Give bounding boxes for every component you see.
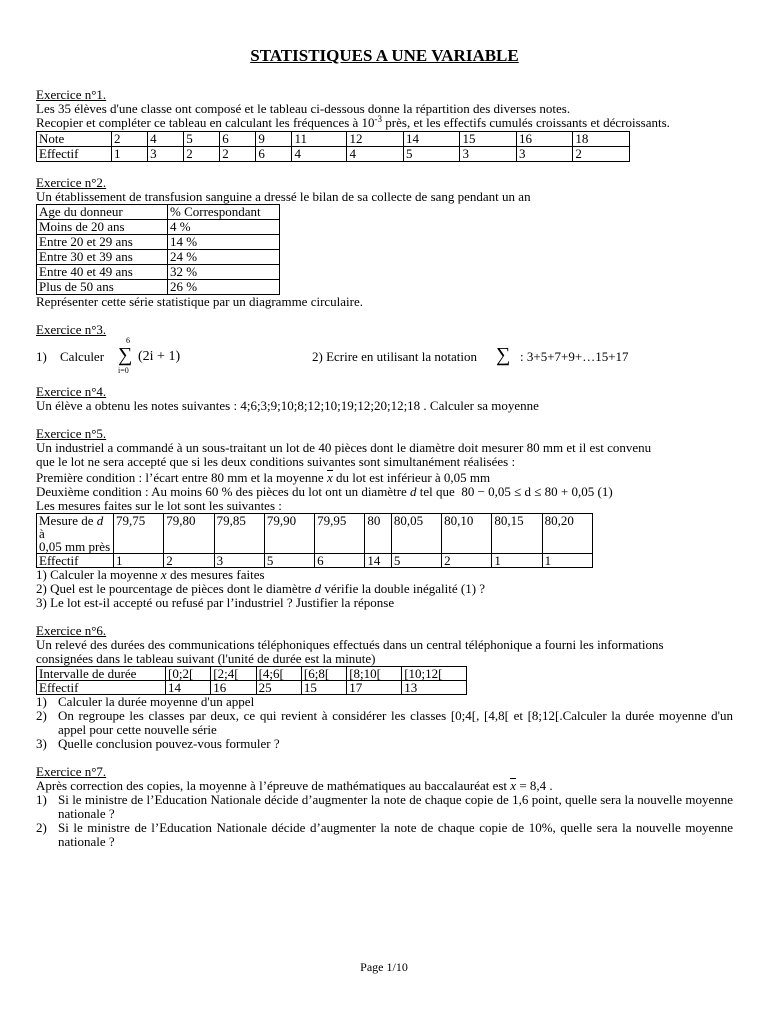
table-cell [37,514,114,554]
table-cell: 9 [256,132,292,147]
exercise-2-title: Exercice n°2. [36,175,107,190]
table-cell: 2 [164,554,214,568]
table-cell: [8;10[ [347,667,402,681]
question-part: 2) Quel est le pourcentage de pièces dont le diamètre [36,581,312,596]
table-cell: Moins de 20 ans [37,220,168,235]
table-cell: 79,80 [164,514,214,554]
sum-upper-bound: 6 [126,336,130,345]
question-part: des mesures faites [169,567,265,582]
exercise-4 [36,385,733,413]
table-cell: 16 [211,681,256,695]
table-row [37,205,280,220]
list-text: Calculer la durée moyenne d'un appel [58,694,255,709]
condition-2-middle: tel que [419,484,455,499]
table-cell: 2 [112,132,148,147]
mean-x: x [510,778,517,793]
exercise-4-text: Un élève a obtenu les notes suivantes : 4;6;3;9;10;8;12;10;19;12;20;12;18 . Calculer sa moyenne [36,398,539,413]
question-part: 1) Calculer la moyenne [36,567,158,582]
exercise-1-title: Exercice n°1. [36,87,107,102]
table-cell: 2 [184,147,220,162]
question-part: vérifie la double inégalité (1) ? [324,581,486,596]
table-cell: Entre 20 et 29 ans [37,235,168,250]
exercise-3 [36,322,733,375]
table-cell: 1 [492,554,542,568]
measures-table [36,513,593,568]
exercise-5-condition-1 [36,471,733,485]
table-cell: 6 [220,132,256,147]
exercise-5-question-3: 3) Le lot est-il accepté ou refusé par l’industriel ? Justifier la réponse [36,595,395,610]
table-cell: 25 [256,681,301,695]
table-cell: 5 [184,132,220,147]
table-cell: 4 [292,147,347,162]
exercise-1-exponent: -3 [374,114,383,124]
table-cell: 15 [301,681,346,695]
exercise-5-question-1 [36,568,733,582]
list-text: Si le ministre de l’Education Nationale décide d’augmenter la note de chaque copie de 1,6 point, quelle sera la nouvelle moyenne nationale ? [58,792,733,821]
table-cell: Note [37,132,112,147]
variable-d: d [314,581,322,596]
table-cell: 2 [220,147,256,162]
exercise-1-text-2 [36,116,733,131]
table-cell: 6 [256,147,292,162]
table-cell: 1 [114,554,164,568]
table-cell: Intervalle de durée [37,667,166,681]
exercise-2-text: Un établissement de transfusion sanguine a dressé le bilan de sa collecte de sang pendant un an [36,189,531,204]
table-cell: 1 [112,147,148,162]
table-cell: 2 [442,554,492,568]
label-part: Mesure de [39,513,94,528]
table-cell: [2;4[ [211,667,256,681]
exercise-5-text-2: que le lot ne sera accepté que si les deux conditions suivantes sont simultanément réalisées : [36,454,516,469]
table-cell: 79,85 [214,514,264,554]
exercise-2 [36,176,733,309]
table-cell: 12 [347,132,403,147]
exercise-5-title: Exercice n°5. [36,426,107,441]
table-cell: 3 [460,147,516,162]
exercise-1-text-2b: près, et les effectifs cumulés croissants et décroissants. [382,115,670,130]
table-cell: 16 [516,132,572,147]
table-cell: 3 [148,147,184,162]
mean-x: x [326,470,333,485]
table-cell: Age du donneur [37,205,168,220]
table-cell: 79,75 [114,514,164,554]
table-cell: % Correspondant [168,205,280,220]
table-cell: Effectif [37,147,112,162]
table-cell: 80,05 [391,514,441,554]
table-row [37,235,280,250]
exercise-6-text-1: Un relevé des durées des communications téléphoniques effectués dans un central téléphonique a fourni les informations [36,637,664,652]
exercise-4-title: Exercice n°4. [36,384,107,399]
variable-d: d [410,484,417,499]
table-row [37,250,280,265]
page-title: STATISTIQUES A UNE VARIABLE [250,46,519,65]
table-cell: [6;8[ [301,667,346,681]
table-cell: 79,95 [315,514,365,554]
condition-1-start: Première condition : l’écart entre 80 mm et la moyenne [36,470,324,485]
exercise-5-question-2 [36,582,733,596]
exercise-2-instruction: Représenter cette série statistique par un diagramme circulaire. [36,294,364,309]
exercise-6 [36,624,733,751]
sigma-symbol: ∑ [118,344,133,366]
table-cell: 15 [460,132,516,147]
table-row [37,514,593,554]
table-cell: [0;2[ [166,667,211,681]
page-footer: Page 1/10 [360,960,408,974]
list-item [36,737,733,751]
table-cell: 5 [403,147,459,162]
exercise-1 [36,88,733,162]
table-cell: 13 [402,681,467,695]
table-cell: 3 [214,554,264,568]
condition-1-end: du lot est inférieur à 0,05 mm [335,470,491,485]
list-number: 2) [36,820,47,835]
table-row [37,220,280,235]
table-cell: 14 [365,554,391,568]
question-2-label: 2) Ecrire en utilisant la notation [312,349,477,364]
list-text: Si le ministre de l’Education Nationale décide d’augmenter la note de chaque copie de 10%, quelle sera la nouvelle moyenne nationale ? [58,820,733,849]
table-cell: Effectif [37,681,166,695]
table-cell: 2 [573,147,630,162]
list-number: 1) [36,792,47,807]
list-number: 1) [36,694,47,709]
table-row [37,147,630,162]
table-cell: Entre 40 et 49 ans [37,265,168,280]
table-cell: 5 [264,554,314,568]
list-item [36,821,733,849]
table-cell: 4 [347,147,403,162]
exercise-7-text [36,779,733,793]
mean-value: = 8,4 . [519,778,553,793]
exercise-3-title: Exercice n°3. [36,322,107,337]
table-cell: 80,20 [542,514,592,554]
exercise-3-questions [36,336,733,375]
table-row [37,667,467,681]
exercise-5-condition-2 [36,485,733,499]
label-part: 0,05 mm près [39,539,111,554]
exercise-6-text-2: consignées dans le tableau suivant (l'unité de durée est la minute) [36,651,376,666]
list-item [36,695,733,709]
table-cell: 4 % [168,220,280,235]
sigma-symbol-2: ∑ [496,344,511,366]
table-row [37,265,280,280]
table-cell: 4 [148,132,184,147]
table-cell: 14 [403,132,459,147]
table-cell: 1 [542,554,592,568]
table-cell: [10;12[ [402,667,467,681]
table-row [37,554,593,568]
list-item [36,793,733,821]
table-cell: 79,90 [264,514,314,554]
exercise-7 [36,765,733,849]
table-row [37,280,280,295]
table-cell: 5 [391,554,441,568]
question-label: Calculer [60,349,105,364]
list-number: 2) [36,708,47,723]
age-table [36,204,280,295]
table-cell: 80 [365,514,391,554]
table-cell: 14 [166,681,211,695]
table-cell: [4;6[ [256,667,301,681]
exercise-5 [36,427,733,610]
table-cell: 32 % [168,265,280,280]
sum-lower-bound: i=0 [118,366,129,375]
label-part: à [39,526,45,541]
exercise-7-text-start: Après correction des copies, la moyenne à l’épreuve de mathématiques au baccalauréat est [36,778,508,793]
notes-table [36,131,630,162]
table-cell: Entre 30 et 39 ans [37,250,168,265]
list-number: 3) [36,736,47,751]
sum-expression: (2i + 1) [138,349,181,364]
table-cell: 24 % [168,250,280,265]
table-cell: Effectif [37,554,114,568]
exercise-6-title: Exercice n°6. [36,623,107,638]
page-content [36,46,733,849]
table-row [37,132,630,147]
table-cell: 17 [347,681,402,695]
table-cell: 11 [292,132,347,147]
exercise-5-measures-intro: Les mesures faites sur le lot sont les suivantes : [36,498,282,513]
condition-2-inequality: 80 − 0,05 ≤ d ≤ 80 + 0,05 (1) [461,484,613,499]
table-cell: 26 % [168,280,280,295]
list-text: On regroupe les classes par deux, ce qui revient à considérer les classes [0;4[, [4,8[ et [8;12[.Calculer la durée moyenne d'un appel pour cette nouvelle série [58,708,733,737]
exercise-5-text-1: Un industriel a commandé à un sous-traitant un lot de 40 pièces dont le diamètre doit mesurer 80 mm et il est convenu [36,440,652,455]
exercise-7-title: Exercice n°7. [36,764,107,779]
durations-table [36,666,467,695]
list-item [36,709,733,737]
question-2-expression: : 3+5+7+9+…15+17 [520,349,629,364]
list-text: Quelle conclusion pouvez-vous formuler ? [58,736,280,751]
table-cell: 18 [573,132,630,147]
table-cell: 14 % [168,235,280,250]
table-cell: 6 [315,554,365,568]
table-cell: 80,10 [442,514,492,554]
table-cell: 3 [516,147,572,162]
exercise-1-text-1: Les 35 élèves d'une classe ont composé et le tableau ci-dessous donne la répartition des diverses notes. [36,101,571,116]
exercise-1-text-2a: Recopier et compléter ce tableau en calculant les fréquences à 10 [36,115,375,130]
table-cell: 80,15 [492,514,542,554]
condition-2-start: Deuxième condition : Au moins 60 % des pièces du lot ont un diamètre [36,484,407,499]
question-number: 1) [36,349,47,364]
mean-x: x [160,567,167,582]
table-cell: Plus de 50 ans [37,280,168,295]
table-row [37,681,467,695]
variable-d: d [96,513,104,528]
